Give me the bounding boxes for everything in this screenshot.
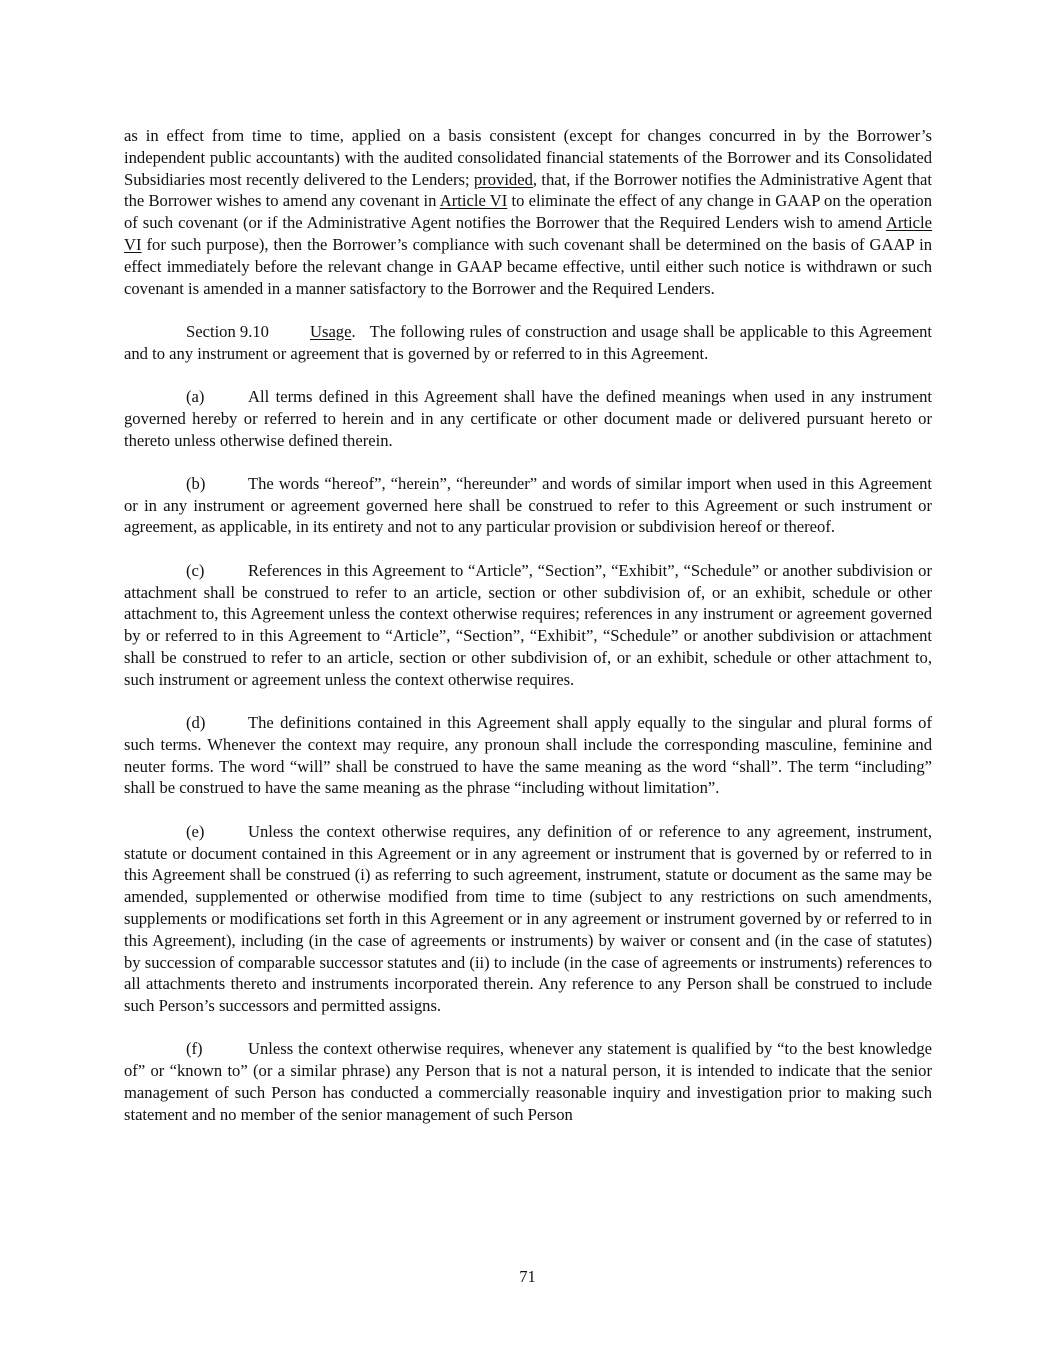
clause-text: Unless the context otherwise requires, whenever any statement is qualified by “to the best knowledge of” or “known to” (or a similar phrase) any Person that is not a natural person, it is intended to indicate that the senior management of such Person has conducted a commercially reasonable inquiry and investigation prior to making such statement and no member of the senior management of such Person <box>124 1039 932 1124</box>
section-intro-text: The following rules of construction and usage shall be applicable to this Agreement and to any instrument or agreement that is governed by or referred to in this Agreement. <box>124 321 937 363</box>
clause-text: References in this Agreement to “Article”, “Section”, “Exhibit”, “Schedule” or another subdivision or attachment shall be construed to refer to an article, section or other subdivision of, or an exhibit, schedule or other attachment to, this Agreement unless the context otherwise requires; references in any instrument or agreement governed by or referred to in this Agreement to “Article”, “Section”, “Exhibit”, “Schedule” or another subdivision or attachment shall be construed to refer to an article, section or other subdivision of, or an exhibit, schedule or other attachment to, such instrument or agreement unless the context otherwise requires. <box>124 560 932 689</box>
gaap-text-3: to eliminate the effect of any change in GAAP on the operation of such covenant (or if the Administrative Agent notifies the Borrower that the Required Lenders wish to amend <box>124 191 932 233</box>
clause-text: Unless the context otherwise requires, any definition of or reference to any agreement, instrument, statute or document contained in this Agreement or in any agreement or instrument that is governed by or referred to in this Agreement shall be construed (i) as referring to such agreement, instrument, statute or document as the same may be amended, supplemented or otherwise modified from time to time (subject to any restrictions on such amendments, supplements or modifications set forth in this Agreement or in any agreement or instrument governed by or referred to in this Agreement), including (in the case of agreements or instruments) by waiver or consent and (in the case of statutes) by succession of comparable successor statutes and (ii) to include (in the case of agreements or instruments) references to all attachments thereto and instruments incorporated therein. Any reference to any Person shall be construed to include such Person’s successors and permitted assigns. <box>124 821 932 1016</box>
article-vi-reference: Article VI <box>124 213 932 254</box>
clause-label: (c) <box>186 560 205 580</box>
clause-text: The words “hereof”, “herein”, “hereunder” and words of similar import when used in this Agreement or in any instrument or agreement governed here shall be construed to refer to this Agreement or such instrument or agreement, as applicable, in its entirety and not to any particular provision or subdivision hereof or thereof. <box>124 473 932 537</box>
gaap-text-1: as in effect from time to time, applied on a basis consistent (except for changes concurred in by the Borrower’s independent public accountants) with the audited consolidated financial statements of the Borrower and its Consolidated Subsidiaries most recently delivered to the Lenders; <box>124 126 932 189</box>
clause-label: (a) <box>186 386 205 406</box>
clause-item <box>124 386 932 451</box>
section-title-punct: . <box>351 321 356 341</box>
provided-term: provided <box>473 169 533 189</box>
gaap-paragraph <box>124 125 932 299</box>
gaap-text-2: , that, if the Borrower notifies the Administrative Agent that the Borrower wishes to amend any covenant in <box>124 169 932 211</box>
clause-item <box>124 712 932 799</box>
article-vi-reference: Article VI <box>439 191 508 211</box>
section-title: Usage <box>310 321 352 341</box>
clause-text: All terms defined in this Agreement shall have the defined meanings when used in any instrument governed hereby or referred to herein and in any certificate or other document made or delivered pursuant hereto or thereto unless otherwise defined therein. <box>124 386 932 450</box>
section-number: Section 9.10 <box>186 321 269 341</box>
clause-item <box>124 821 932 1017</box>
clause-label: (b) <box>186 473 206 493</box>
clause-item <box>124 1038 932 1125</box>
clause-text: The definitions contained in this Agreement shall apply equally to the singular and plural forms of such terms. Whenever the context may require, any pronoun shall include the corresponding masculine, feminine and neuter forms. The word “will” shall be construed to have the same meaning as the word “shall”. The term “including” shall be construed to have the same meaning as the phrase “including without limitation”. <box>124 713 932 798</box>
clause-label: (f) <box>186 1039 203 1059</box>
clause-label: (d) <box>186 713 206 733</box>
clause-item <box>124 473 932 538</box>
document-page <box>124 125 937 1147</box>
gaap-text-4: for such purpose), then the Borrower’s compliance with such covenant shall be determined on the basis of GAAP in effect immediately before the relevant change in GAAP became effective, until either such notice is withdrawn or such covenant is amended in a manner satisfactory to the Borrower and the Required Lenders. <box>124 234 932 298</box>
page-number: 71 <box>519 1267 536 1286</box>
clause-item <box>124 560 932 691</box>
section-heading-paragraph <box>124 321 937 365</box>
clause-label: (e) <box>186 821 205 841</box>
